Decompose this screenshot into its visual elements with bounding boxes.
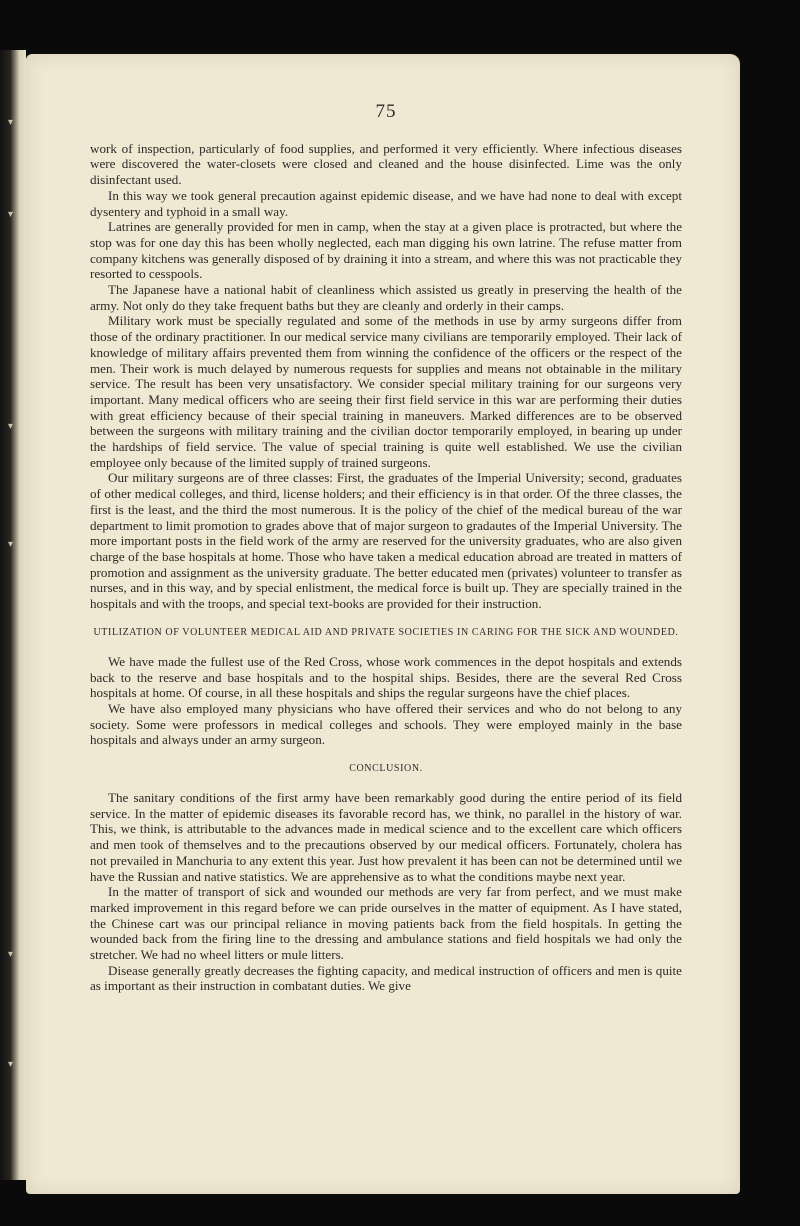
paragraph: The sanitary conditions of the first army have been remarkably good during the entire period of its field service. In the matter of epidemic diseases its favorable record has, we think, no parallel in the history of war. This, we think, is attributable to the advances made in medical science and to the excellent care which officers and men took of themselves and to the precautions observed by our medical officers. Fortunately, cholera has not prevailed in Manchuria to any extent this year. Just how prevalent it has been can not be determined until we have the Russian and native statistics. We are apprehensive as to what the conditions maybe next year. — [90, 790, 682, 884]
paragraph: work of inspection, particularly of food supplies, and performed it very efficiently. Where infectious diseases were discovered the water-closets were closed and cleaned and the house disinfected. Lime was the only disinfectant used. — [90, 140, 682, 188]
paragraph: We have also employed many physicians who have offered their services and who do not belong to any society. Some were professors in medical colleges and schools. They were employed mainly in the base hospitals and always under an army surgeon. — [90, 700, 682, 748]
paragraph: Disease generally greatly decreases the fighting capacity, and medical instruction of officers and men is quite as important as their instruction in combatant duties. We give — [90, 962, 682, 994]
gutter-arrow-icon: ▾ — [8, 539, 14, 550]
gutter-arrow-icon: ▾ — [8, 1059, 14, 1070]
paragraph: Military work must be specially regulated and some of the methods in use by army surgeons differ from those of the ordinary practitioner. In our medical service many civilians are temporarily employed. Their lack of knowledge of military affairs prevented them from winning the confidence of the officers or the respect of the men. Their work is much delayed by numerous requests for supplies and means not obtainable in the military service. The result has been very unsatisfactory. We consider special military training for our surgeons very important. Many medical officers who are seeing their first field service in this war are performing their duties with great efficiency because of their special training in maneuvers. Marked differences are to be observed between the surgeons with military training and the civilian doctor temporarily employed, in bearing up under the hardships of field service. The value of special training is quite well established. We use the civilian employee only because of the limited supply of trained surgeons. — [90, 313, 682, 470]
paragraph: In the matter of transport of sick and wounded our methods are very far from perfect, and we must make marked improvement in this regard before we can pride ourselves in the matter of equipment. As I have stated, the Chinese cart was our principal reliance in moving patients back from the field hospitals. In getting the wounded back from the firing line to the dressing and ambulance stations and field hospitals we had only the stretcher. We had no wheel litters or mule litters. — [90, 884, 682, 963]
page-number: 75 — [375, 101, 397, 122]
paragraph: We have made the fullest use of the Red Cross, whose work commences in the depot hospitals and extends back to the reserve and base hospitals and to the hospital ships. Besides, there are the several Red Cross hospitals at home. Of course, in all these hospitals and ships the regular surgeons have the chief places. — [90, 653, 682, 701]
document-page — [26, 54, 740, 1194]
gutter-arrow-icon: ▾ — [8, 209, 14, 220]
paragraph: Latrines are generally provided for men in camp, when the stay at a given place is protracted, but where the stop was for one day this has been wholly neglected, each man digging his own latrine. The refuse matter from company kitchens was generally disposed of by draining it into a stream, and where this was not practicable they resorted to cesspools. — [90, 219, 682, 282]
paragraph: Our military surgeons are of three classes: First, the graduates of the Imperial University; second, graduates of other medical colleges, and third, license holders; and their efficiency is in that order. Of the three classes, the first is the least, and the third the most numerous. It is the policy of the chief of the medical bureau of the war department to limit promotion to grades above that of major surgeon to gradautes of the Imperial University. The more important posts in the field work of the army are reserved for the university graduates, who are also given charge of the base hospitals at home. Those who have taken a medical education abroad are treated in matters of promotion and assignment as the university graduate. The better educated men (privates) volunteer to transfer as nurses, and in this way, and by special enlistment, the medical force is built up. They are specially trained in the hospitals and with the troops, and special text-books are provided for their instruction. — [90, 470, 682, 612]
paragraph: In this way we took general precaution against epidemic disease, and we have had none to deal with except dysentery and typhoid in a small way. — [90, 187, 682, 219]
paragraph: The Japanese have a national habit of cleanliness which assisted us greatly in preserving the health of the army. Not only do they take frequent baths but they are cleanly and orderly in their camps. — [90, 282, 682, 313]
gutter-arrow-icon: ▾ — [8, 421, 14, 432]
page-content — [90, 101, 682, 994]
gutter-arrow-icon: ▾ — [8, 949, 14, 960]
section-heading-conclusion: CONCLUSION. — [349, 763, 423, 775]
section-heading-volunteer-aid: UTILIZATION OF VOLUNTEER MEDICAL AID AND PRIVATE SOCIETIES IN CARING FOR THE SICK AND WOUNDED. — [93, 626, 679, 638]
gutter-arrow-icon: ▾ — [8, 117, 14, 128]
binding-edge — [0, 50, 26, 1180]
